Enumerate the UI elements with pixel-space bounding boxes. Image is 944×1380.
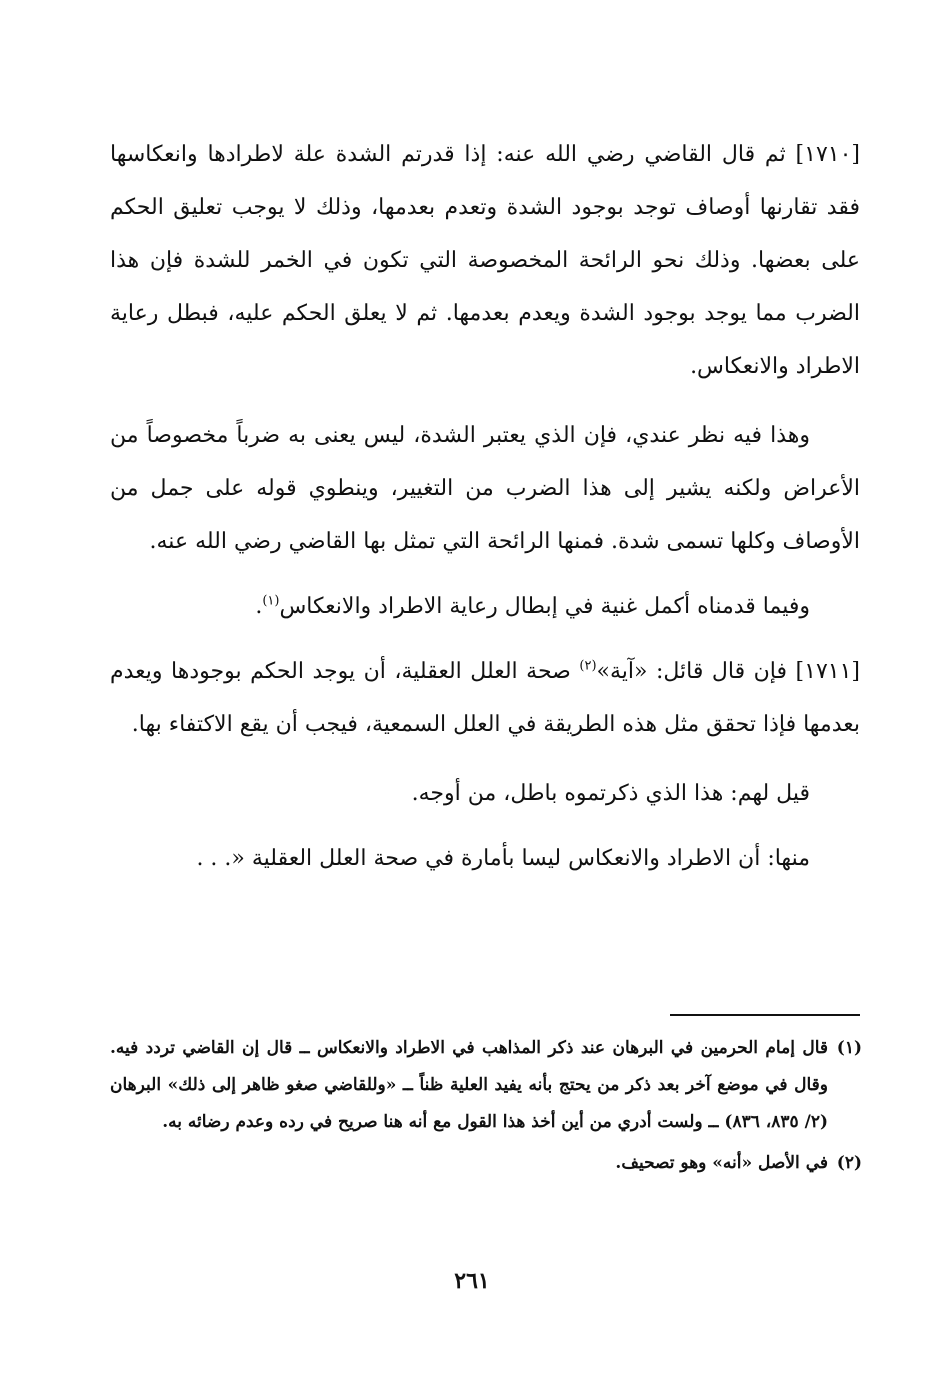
footnote-ref-1[interactable]: (١) bbox=[262, 593, 280, 609]
footnote-ref-2[interactable]: (٢) bbox=[579, 658, 597, 674]
paragraph-commentary: وهذا فيه نظر عندي، فإن الذي يعتبر الشدة، ليس يعنى به ضرباً مخصوصاً من الأعراض ولكنه يشير إلى هذا الضرب من التغيير، وينطوي قوله على جمل من الأوصاف وكلها تسمى شدة. فمنها الرائحة التي تمثل بها القاضي رضي الله عنه. bbox=[110, 423, 860, 554]
paragraph-first-point: منها: أن الاطراد والانعكاس ليسا بأمارة في صحة العلل العقلية «. . . bbox=[196, 846, 810, 871]
paragraph-1710: [١٧١٠] ثم قال القاضي رضي الله عنه: إذا قدرتم الشدة علة لاطرادها وانعكاسها فقد تقارنها أوصاف توجد بوجود الشدة وتعدم بعدمها، وذلك لا يوجب تعليق الحكم على بعضها. وذلك نحو الرائحة المخصوصة التي تكون في الخمر للشدة فإن هذا الضرب مما يوجد بوجود الشدة ويعدم بعدمها. ثم لا يعلق الحكم عليه، فبطل رعاية الاطراد والانعكاس. bbox=[110, 142, 860, 379]
main-text bbox=[110, 128, 860, 897]
footnote-1 bbox=[110, 1030, 862, 1141]
paragraph-1711-rest: صحة العلل العقلية، أن يوجد الحكم بوجودها ويعدم بعدمها فإذا تحقق مثل هذه الطريقة في العلل السمعية، فيجب أن يقع الاكتفاء بها. bbox=[110, 659, 860, 737]
paragraph-1711 bbox=[110, 645, 860, 751]
footnote-2-text: في الأصل «أنه» وهو تصحيف. bbox=[615, 1153, 828, 1173]
paragraph-reply: قيل لهم: هذا الذي ذكرتموه باطل، من أوجه. bbox=[411, 781, 810, 806]
footnotes bbox=[110, 1030, 862, 1186]
paragraph-1711-start: [١٧١١] فإن قال قائل: «آية» bbox=[596, 659, 860, 684]
paragraph-conclusion-text: وفيما قدمناه أكمل غنية في إبطال رعاية الاطراد والانعكاس bbox=[279, 594, 810, 619]
footnote-1-text: قال إمام الحرمين في البرهان عند ذكر المذاهب في الاطراد والانعكاس ــ قال إن القاضي تردد فيه. وقال في موضع آخر بعد ذكر من يحتج بأنه يفيد العلية ظناً ــ «وللقاضي صغو ظاهر إلى ذلك» البرهان (٢/ ٨٣٥، ٨٣٦) ــ ولست أدري من أين أخذ هذا القول مع أنه هنا صريح في رده وعدم رضائه به. bbox=[110, 1038, 828, 1132]
footnote-1-number: (١) bbox=[836, 1038, 862, 1058]
footnote-2-number: (٢) bbox=[836, 1153, 862, 1173]
page-number: ٢٦١ bbox=[454, 1268, 490, 1294]
footnote-separator bbox=[670, 1014, 860, 1016]
footnote-2 bbox=[110, 1145, 862, 1182]
paragraph-conclusion bbox=[110, 580, 860, 633]
paragraph-conclusion-end: . bbox=[255, 594, 263, 619]
